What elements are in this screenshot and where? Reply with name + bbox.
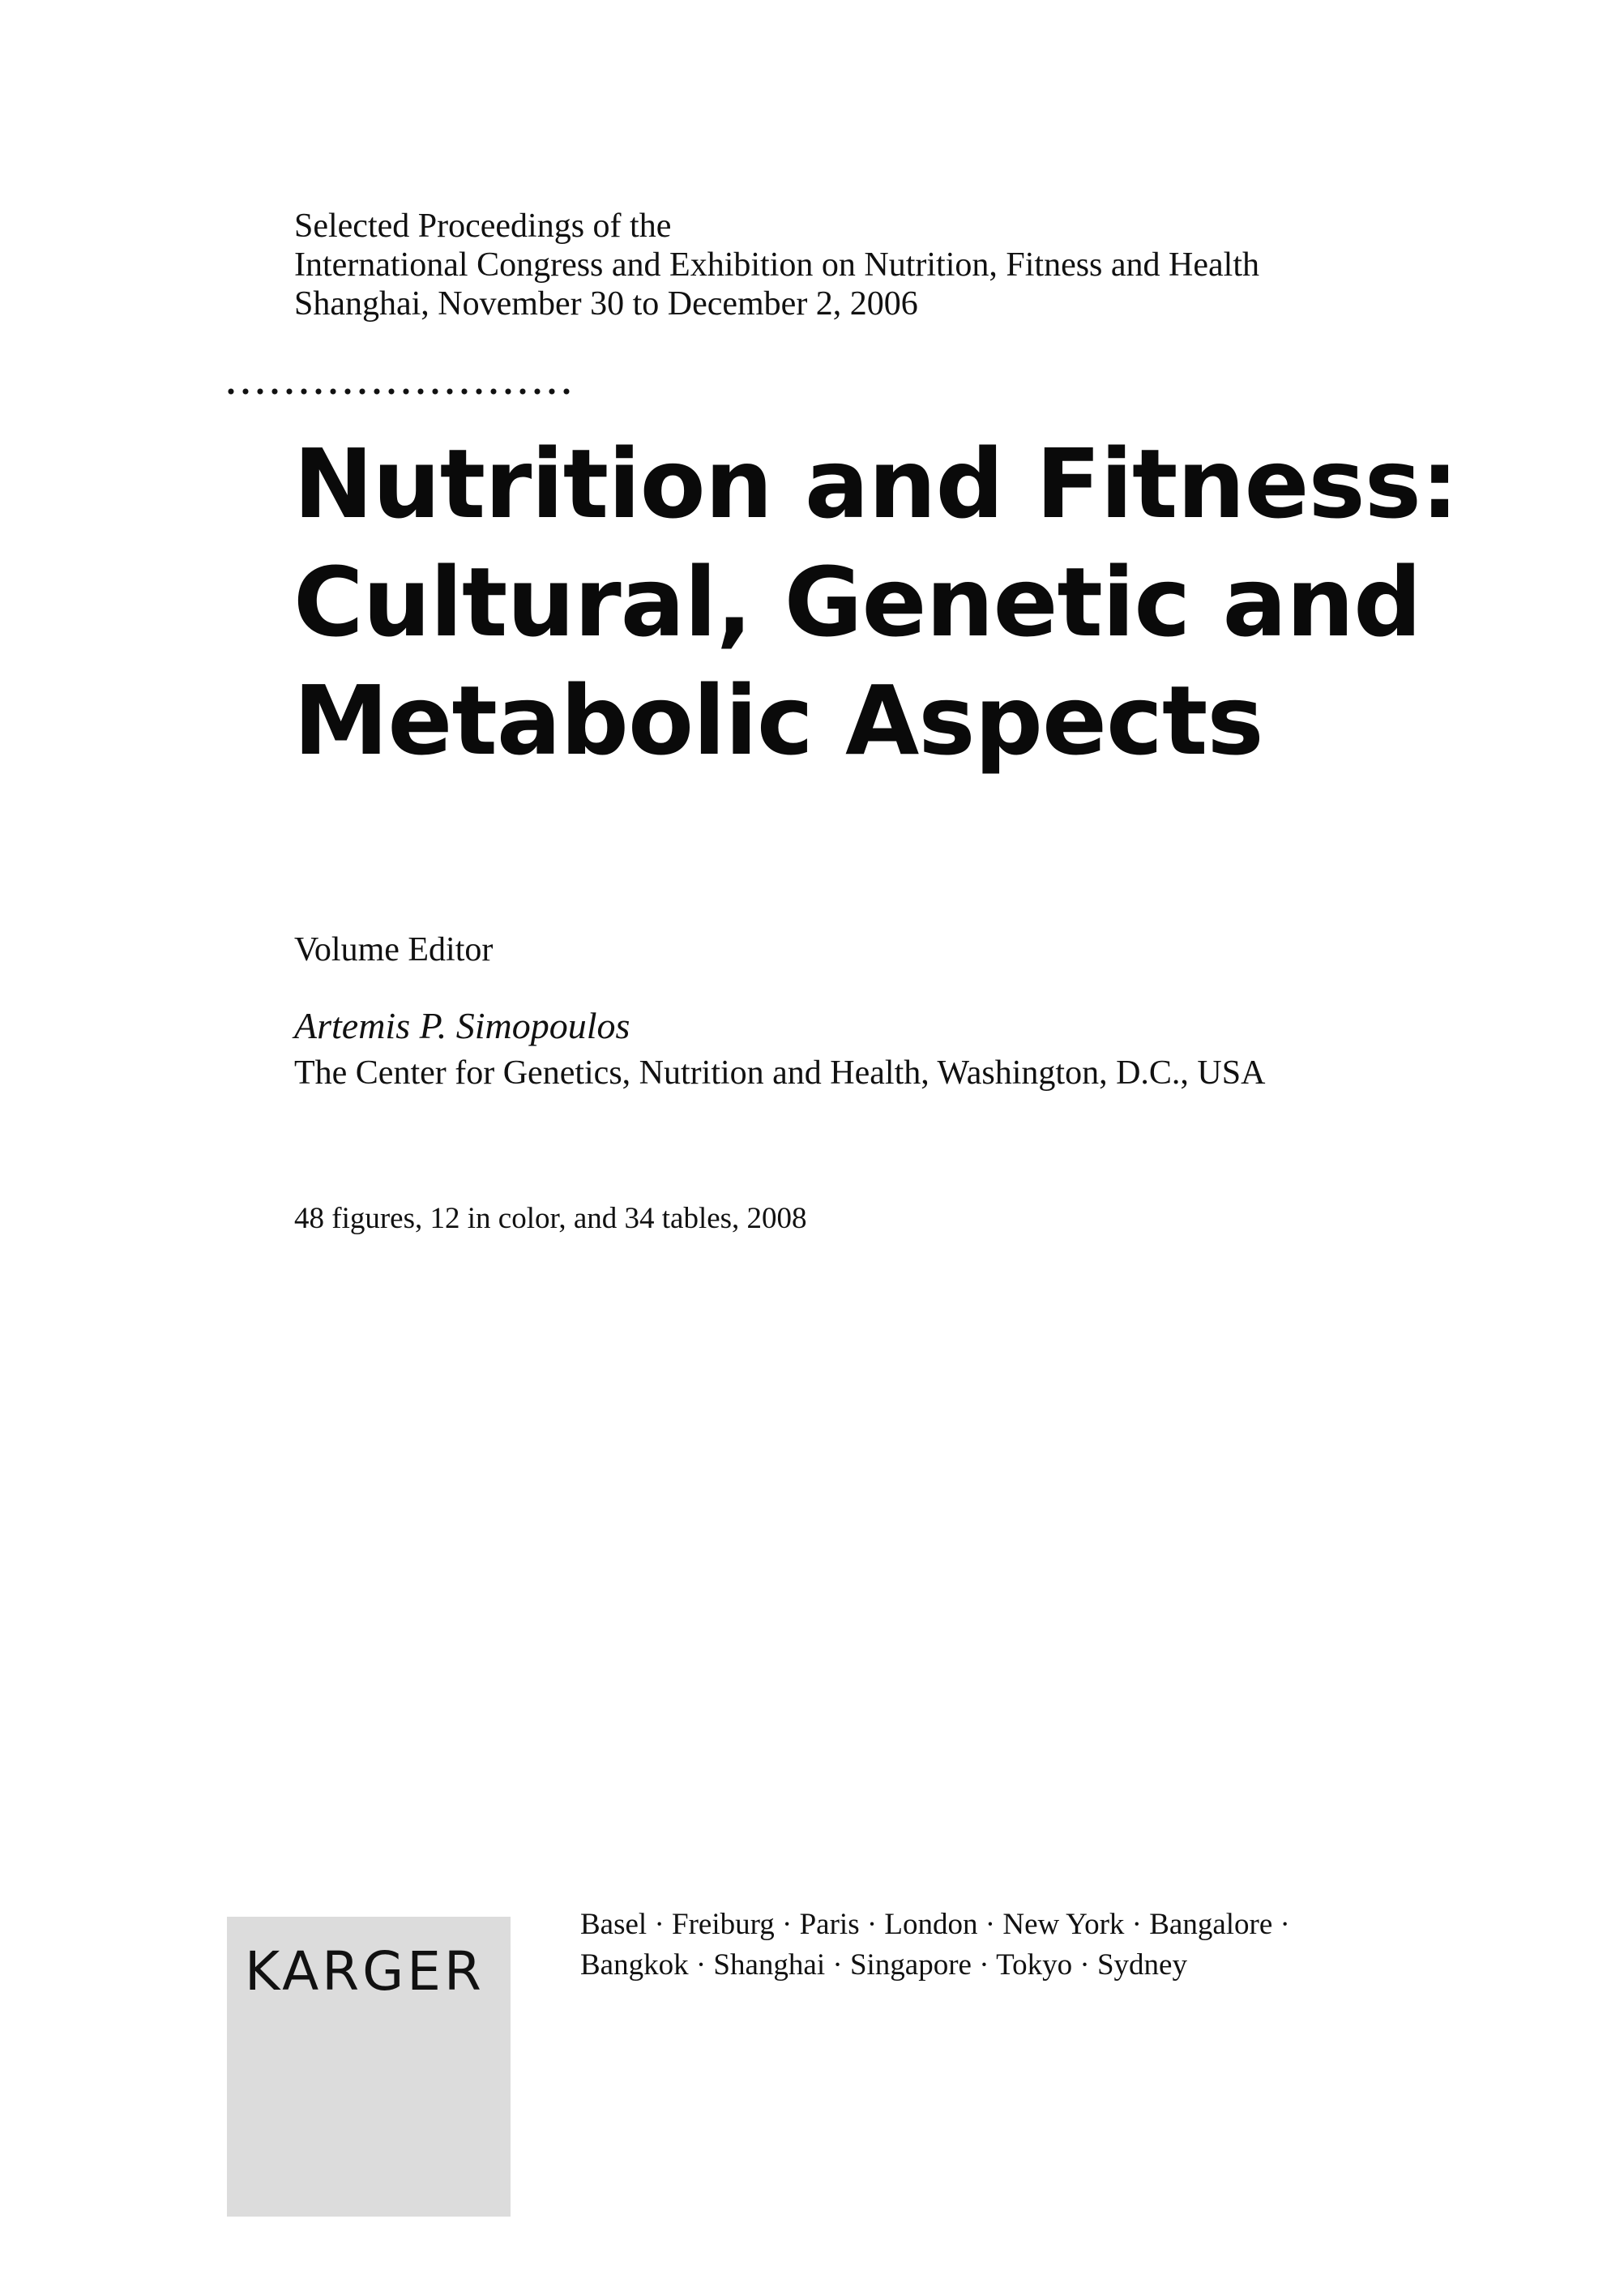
book-title	[293, 425, 1458, 780]
locations-line-1: Basel · Freiburg · Paris · London · New York · Bangalore ·	[580, 1908, 1290, 1941]
proceedings-heading	[294, 207, 1259, 323]
editor-affiliation: The Center for Genetics, Nutrition and Health, Washington, D.C., USA	[294, 1054, 1266, 1092]
editor-name: Artemis P. Simopoulos	[294, 1005, 630, 1046]
title-line-2: Cultural, Genetic and	[293, 546, 1421, 658]
volume-editor-label: Volume Editor	[294, 931, 494, 968]
publisher-logo-box	[227, 1917, 511, 2217]
proceedings-line-3: Shanghai, November 30 to December 2, 2006	[294, 285, 918, 323]
publisher-logo: KARGER	[245, 1940, 485, 2003]
proceedings-line-2: International Congress and Exhibition on Nutrition, Fitness and Health	[294, 246, 1259, 284]
proceedings-line-1: Selected Proceedings of the	[294, 207, 672, 245]
volume-info: 48 figures, 12 in color, and 34 tables, 2008	[294, 1202, 807, 1235]
title-line-1: Nutrition and Fitness:	[293, 428, 1459, 540]
publisher-locations	[580, 1905, 1290, 1986]
title-line-3: Metabolic Aspects	[293, 665, 1263, 776]
locations-line-2: Bangkok · Shanghai · Singapore · Tokyo · Sydney	[580, 1948, 1187, 1982]
dotted-divider	[224, 387, 574, 395]
